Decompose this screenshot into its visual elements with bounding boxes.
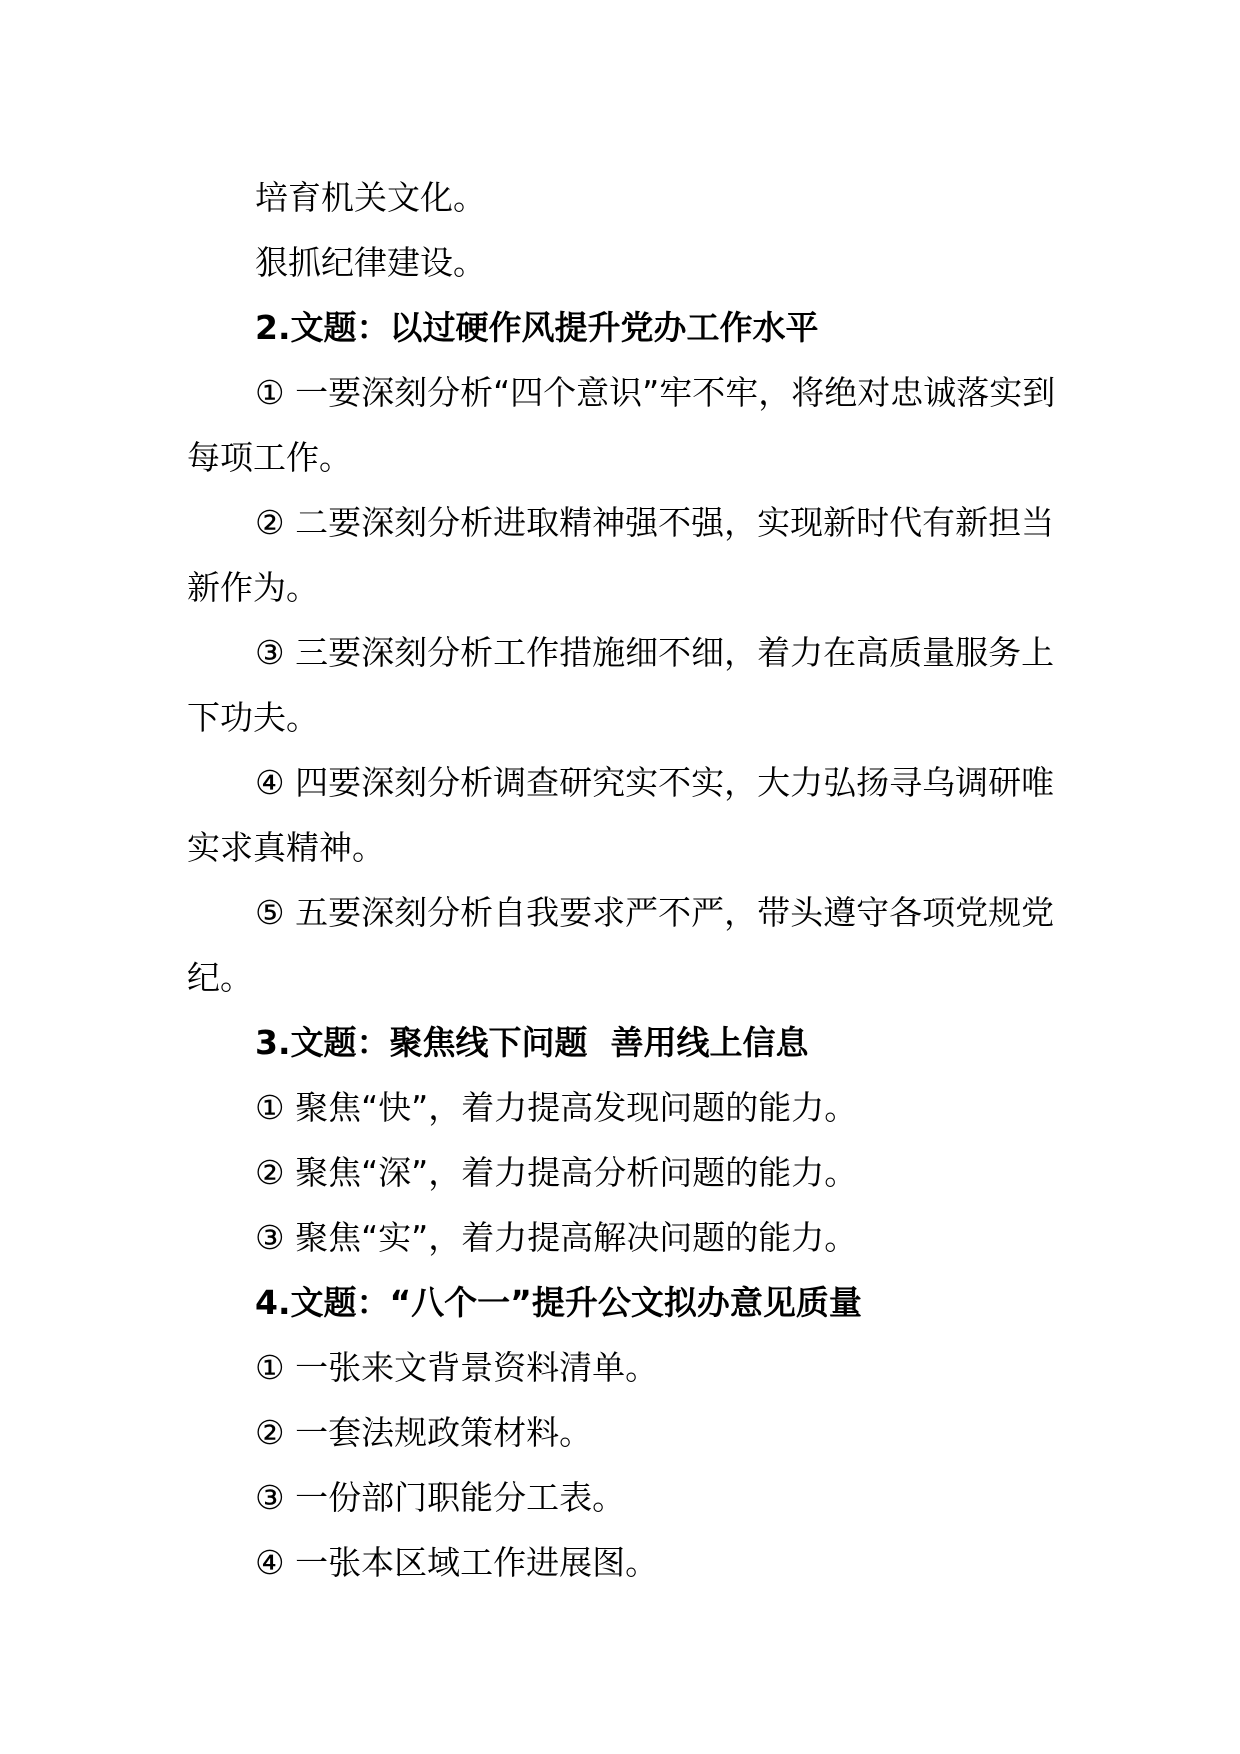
section-heading-2: 2.文题：以过硬作风提升党办工作水平: [255, 308, 819, 347]
list-item-4-2: ② 一套法规政策材料。: [255, 1413, 593, 1452]
paragraph-discipline: 狠抓纪律建设。: [255, 243, 486, 282]
list-item-3-1: ① 聚焦“快”，着力提高发现问题的能力。: [255, 1088, 858, 1127]
list-item-4-1: ① 一张来文背景资料清单。: [255, 1348, 659, 1387]
list-item-2-4: ④ 四要深刻分析调查研究实不实，大力弘扬寻乌调研唯实求真精神。: [187, 763, 1055, 867]
document-body: [187, 165, 1057, 1595]
section-heading-3: 3.文题：聚焦线下问题 善用线上信息: [255, 1023, 809, 1062]
list-item-4-4: ④ 一张本区域工作进展图。: [255, 1543, 659, 1582]
list-item-2-1: ① 一要深刻分析“四个意识”牢不牢，将绝对忠诚落实到每项工作。: [187, 373, 1056, 477]
list-item-3-3: ③ 聚焦“实”，着力提高解决问题的能力。: [255, 1218, 858, 1257]
list-item-2-3: ③ 三要深刻分析工作措施细不细，着力在高质量服务上下功夫。: [187, 633, 1055, 737]
list-item-2-2: ② 二要深刻分析进取精神强不强，实现新时代有新担当新作为。: [187, 503, 1055, 607]
list-item-2-5: ⑤ 五要深刻分析自我要求严不严，带头遵守各项党规党纪。: [187, 893, 1055, 997]
section-heading-4: 4.文题：“八个一”提升公文拟办意见质量: [255, 1283, 862, 1322]
list-item-4-3: ③ 一份部门职能分工表。: [255, 1478, 626, 1517]
list-item-3-2: ② 聚焦“深”，着力提高分析问题的能力。: [255, 1153, 858, 1192]
paragraph-culture: 培育机关文化。: [255, 178, 486, 217]
